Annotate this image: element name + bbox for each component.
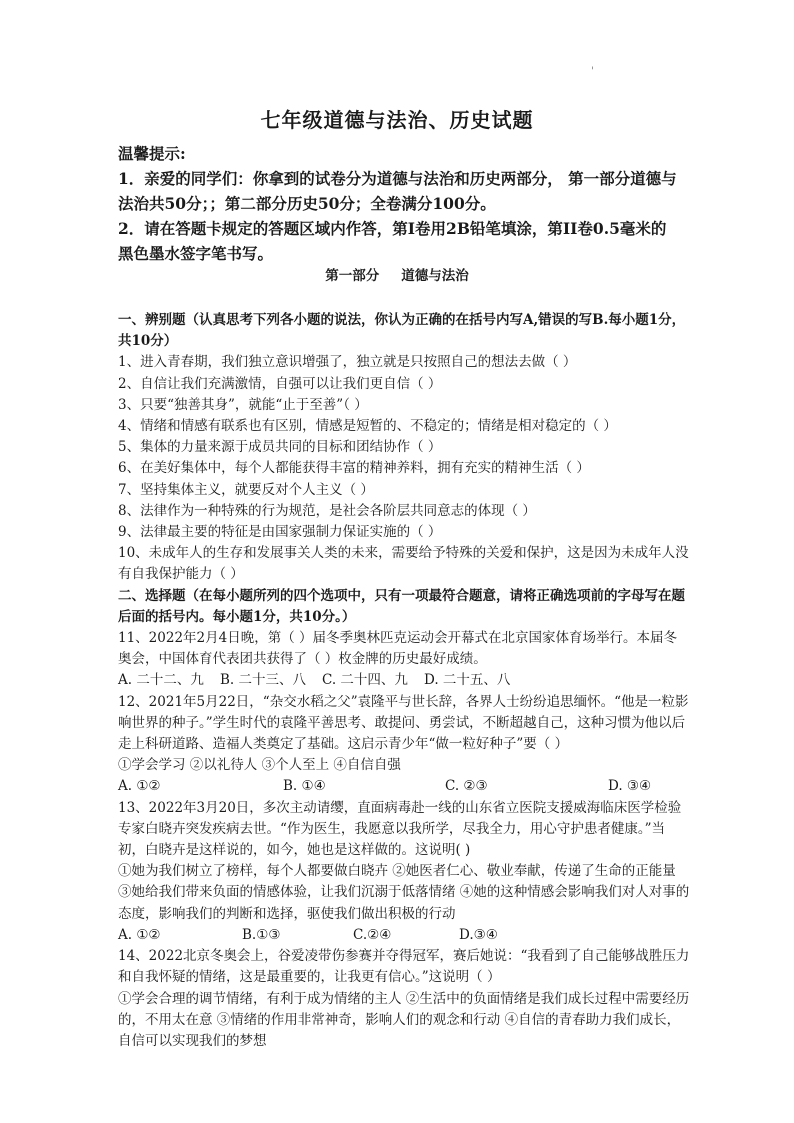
judge-item-8: 8、法律作为一种特殊的行为规范，是社会各阶层共同意志的体现（ ）: [118, 502, 536, 519]
part-title: [0, 264, 794, 284]
judge-item-5: 5、集体的力量来源于成员共同的目标和团结协作（ ）: [118, 439, 442, 456]
questions-body: [118, 310, 690, 1052]
judge-item-6: 6、在美好集体中，每个人都能获得丰富的精神养料，拥有充实的精神生活（ ）: [118, 460, 590, 477]
q11-option-d: D. 二十五、八: [424, 672, 511, 689]
part-title-left: 第一部分: [325, 268, 380, 284]
q14-choices: ①学会合理的调节情绪，有利于成为情绪的主人 ②生活中的负面情绪是我们成长过程中需要经历的，不用太在意 ③情绪的作用非常神奇，影响人们的观念和行动 ④自信的青春助力我们成长，自信可以实现我们的梦想: [118, 990, 690, 1049]
q13-choices: ①她为我们树立了榜样，每个人都要做白晓卉 ②她医者仁心、敬业奉献，传递了生命的正能量 ③她给我们带来负面的情感体验，让我们沉溺于低落情绪 ④她的这种情感会影响我们对人对事的态度，影响我们的判断和选择，驱使我们做出积极的行动: [118, 863, 690, 922]
judge-item-9: 9、法律最主要的特征是由国家强制力保证实施的（ ）: [118, 524, 442, 541]
q12-choices: ①学会学习 ②以礼待人 ③个人至上 ④自信自强: [118, 757, 401, 774]
exam-title: 七年级道德与法治、历史试题: [260, 108, 534, 132]
q13-stem: 13、2022年3月20日，多次主动请缨，直面病毒赴一线的山东省立医院支援威海临床医学检验专家白晓卉突发疾病去世。“作为医生，我愿意以我所学，尽我全力，用心守护患者健康。”当初，白晓卉是这样说的，如今，她也是这样做的。这说明( ): [118, 799, 682, 859]
q11-stem: 11、2022年2月4日晚，第（ ）届冬季奥林匹克运动会开幕式在北京国家体育场举行。本届冬奥会，中国体育代表团共获得了（ ）枚金牌的历史最好成绩。: [118, 630, 678, 668]
q14-stem: 14、2022北京冬奥会上，谷爱凌带伤参赛并夺得冠军，赛后她说：“我看到了自己能够战胜压力和自我怀疑的情绪，这是最重要的，让我更有信心。”这说明（ ）: [118, 948, 690, 986]
q11-options: [118, 670, 690, 691]
q11-option-b: B. 二十三、八: [220, 672, 307, 689]
judge-item-2: 2、自信让我们充满激情，自强可以让我们更自信（ ）: [118, 375, 442, 392]
q11-option-a: A. 二十二、九: [118, 672, 204, 689]
q12-option-a: A. ①②: [118, 778, 161, 795]
header-mark: ': [591, 66, 594, 77]
judge-item-10: 10、未成年人的生存和发展事关人类的未来，需要给予特殊的关爱和保护，这是因为未成年人没有自我保护能力（ ）: [118, 545, 689, 583]
q12-option-c: C. ②③: [445, 778, 488, 795]
section1-heading: 一、辨别题（认真思考下列各小题的说法，你认为正确的在括号内写A,错误的写B.每小题1分，共10分）: [118, 312, 686, 350]
q13-option-c: C.②④: [353, 926, 392, 943]
q12-options: [118, 776, 690, 797]
section2-heading: 二、选择题（在每小题所列的四个选项中，只有一项最符合题意，请将正确选项前的字母写在题后面的括号内。每小题1分，共10分。）: [118, 587, 685, 625]
q13-option-b: B.①③: [242, 926, 281, 943]
tips-label: 温馨提示:: [118, 144, 186, 163]
q12-stem: 12、2021年5月22日，“杂交水稻之父”袁隆平与世长辞，各界人士纷纷追思缅怀。“他是一粒影响世界的种子。”学生时代的袁隆平善思考、敢提问、勇尝试，不断超越自己，这种习惯为他以后走上科研道路、造福人类奠定了基础。这启示青少年“做一粒好种子”要（ ）: [118, 693, 689, 753]
judge-item-1: 1、进入青春期，我们独立意识增强了，独立就是只按照自己的想法去做（ ）: [118, 354, 577, 371]
q13-options: [118, 925, 690, 946]
judge-item-4: 4、情绪和情感有联系也有区别，情感是短暂的、不稳定的；情绪是相对稳定的（ ）: [118, 418, 617, 435]
q12-option-b: B. ①④: [283, 778, 326, 795]
q12-option-d: D. ③④: [608, 778, 652, 795]
judge-item-3: 3、只要“独善其身”，就能“止于至善”（ ）: [118, 396, 368, 413]
judge-item-7: 7、坚持集体主义，就要反对个人主义（ ）: [118, 481, 374, 498]
q13-option-d: D.③④: [459, 926, 498, 943]
part-title-right: 道德与法治: [401, 268, 469, 284]
tips-item-2: 2．请在答题卡规定的答题区域内作答，第I卷用2B铅笔填涂，第II卷0.5毫米的黑色墨水签字笔书写。: [118, 219, 667, 263]
q13-option-a: A. ①②: [118, 926, 161, 943]
q11-option-c: C. 二十四、九: [322, 672, 408, 689]
tips-item-1: 1．亲爱的同学们：你拿到的试卷分为道德与法治和历史两部分， 第一部分道德与法治共50分；；第二部分历史50分；全卷满分100分。: [118, 169, 677, 213]
tips-block: [118, 141, 678, 266]
